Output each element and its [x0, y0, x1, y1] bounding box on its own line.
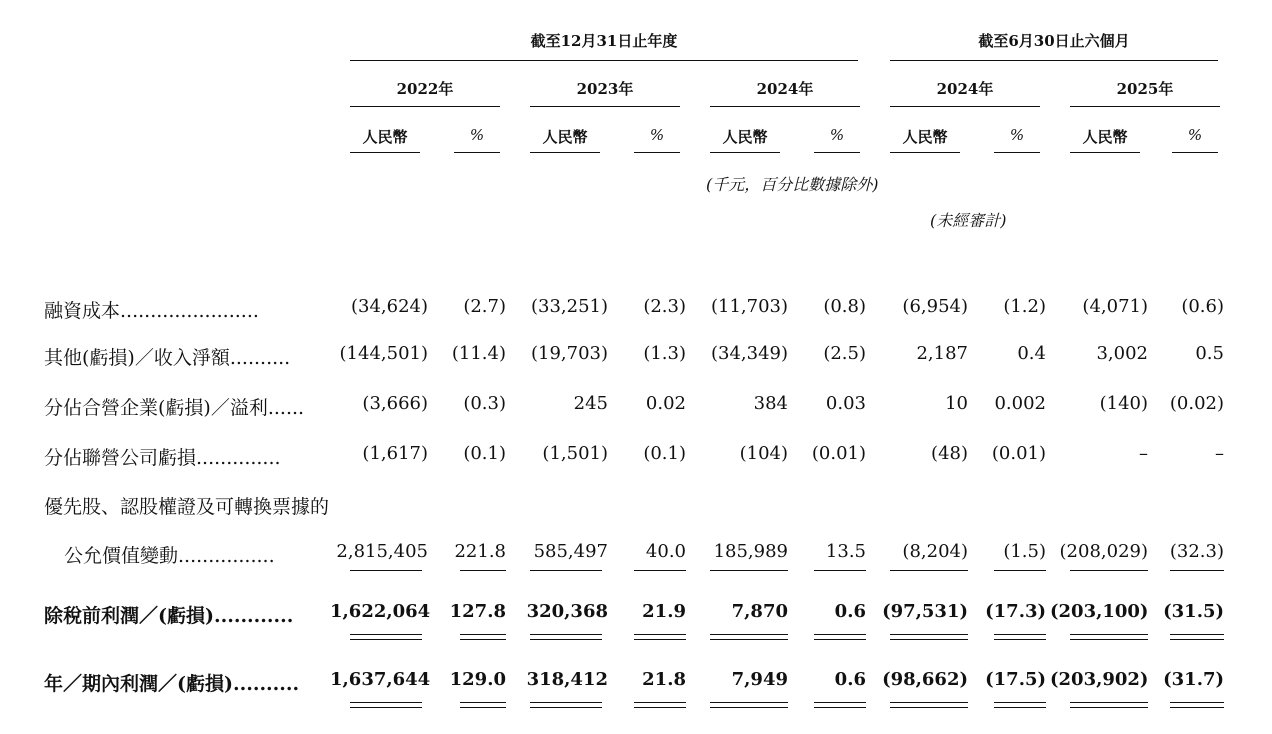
cell-value: (1.5)	[1003, 541, 1046, 562]
row-label-jv-share: 分佔合營企業(虧損)／溢利......	[44, 397, 305, 419]
currency-label: 人民幣	[362, 128, 408, 146]
currency-label: 人民幣	[542, 128, 588, 146]
pct-label: %	[1187, 126, 1203, 144]
cell-value: (104)	[739, 443, 788, 464]
cell-value: (140)	[1099, 393, 1148, 414]
year-2025-h1: 2025年	[1116, 80, 1174, 98]
row-label-profit-before-tax: 除稅前利潤／(虧損)............	[44, 605, 294, 627]
cell-value: (2.5)	[823, 343, 866, 364]
pct-label: %	[649, 126, 665, 144]
total-double-rule	[634, 702, 686, 708]
total-double-rule	[350, 702, 422, 708]
cell-value: 585,497	[533, 541, 608, 562]
year-rule	[710, 106, 860, 107]
cell-value: 1,622,064	[330, 601, 431, 622]
sub-rule	[350, 152, 420, 153]
cell-value: –	[1139, 443, 1148, 464]
cell-value: (11,703)	[710, 296, 788, 317]
cell-value: 185,989	[713, 541, 788, 562]
cell-value: (31.7)	[1163, 669, 1224, 690]
sub-rule	[1172, 152, 1218, 153]
cell-value: (0.02)	[1169, 393, 1224, 414]
year-rule	[350, 106, 500, 107]
cell-value: 40.0	[645, 541, 686, 562]
currency-label: 人民幣	[1082, 128, 1128, 146]
total-double-rule	[1070, 702, 1148, 708]
row-label-other-net: 其他(虧損)／收入淨額..........	[44, 347, 291, 369]
cell-value: 7,949	[731, 669, 788, 690]
header-rule-year-end	[350, 60, 858, 61]
subtotal-rule	[814, 570, 866, 571]
cell-value: (203,902)	[1050, 669, 1149, 690]
total-double-rule	[1170, 634, 1224, 640]
unit-note: (千元，百分比數據除外)	[706, 175, 879, 194]
subtotal-rule	[460, 570, 506, 571]
total-double-rule	[1070, 634, 1148, 640]
total-double-rule	[350, 634, 422, 640]
total-double-rule	[814, 702, 866, 708]
cell-value: 127.8	[449, 601, 506, 622]
cell-value: (11.4)	[451, 343, 506, 364]
cell-value: (33,251)	[530, 296, 608, 317]
total-double-rule	[530, 702, 602, 708]
cell-value: (98,662)	[882, 669, 968, 690]
subtotal-rule	[350, 570, 422, 571]
cell-value: 318,412	[526, 669, 608, 690]
row-label-finance-costs: 融資成本.......................	[44, 300, 259, 322]
total-double-rule	[460, 702, 506, 708]
cell-value: 0.5	[1195, 343, 1224, 364]
year-2024: 2024年	[756, 80, 814, 98]
cell-value: (1,501)	[542, 443, 608, 464]
cell-value: (3,666)	[362, 393, 428, 414]
subtotal-rule	[530, 570, 602, 571]
sub-rule	[634, 152, 680, 153]
sub-rule	[814, 152, 860, 153]
unaudited-note: (未經審計)	[930, 211, 1007, 230]
cell-value: (31.5)	[1163, 601, 1224, 622]
currency-label: 人民幣	[902, 128, 948, 146]
total-double-rule	[814, 634, 866, 640]
total-double-rule	[710, 634, 788, 640]
cell-value: (0.3)	[463, 393, 506, 414]
cell-value: 0.6	[834, 601, 866, 622]
cell-value: (208,029)	[1059, 541, 1148, 562]
cell-value: 245	[573, 393, 608, 414]
row-label-fair-value-line2: 公允價值變動................	[64, 545, 275, 567]
subtotal-rule	[1170, 570, 1224, 571]
year-rule	[1070, 106, 1220, 107]
cell-value: (8,204)	[902, 541, 968, 562]
total-double-rule	[994, 702, 1046, 708]
cell-value: (203,100)	[1050, 601, 1149, 622]
year-rule	[890, 106, 1040, 107]
cell-value: 7,870	[731, 601, 788, 622]
pct-label: %	[1009, 126, 1025, 144]
cell-value: 0.002	[994, 393, 1046, 414]
year-rule	[530, 106, 680, 107]
cell-value: (0.6)	[1181, 296, 1224, 317]
row-label-associate-share: 分佔聯營公司虧損..............	[44, 447, 281, 469]
subtotal-rule	[634, 570, 686, 571]
cell-value: (0.8)	[823, 296, 866, 317]
cell-value: (144,501)	[339, 343, 428, 364]
cell-value: (4,071)	[1082, 296, 1148, 317]
cell-value: 10	[945, 393, 968, 414]
subtotal-rule	[710, 570, 788, 571]
cell-value: (17.3)	[985, 601, 1046, 622]
cell-value: 1,637,644	[330, 669, 431, 690]
total-double-rule	[634, 634, 686, 640]
cell-value: (6,954)	[902, 296, 968, 317]
cell-value: (1.2)	[1003, 296, 1046, 317]
cell-value: 221.8	[454, 541, 506, 562]
cell-value: 0.03	[825, 393, 866, 414]
cell-value: 13.5	[825, 541, 866, 562]
cell-value: (48)	[931, 443, 968, 464]
subtotal-rule	[1070, 570, 1148, 571]
cell-value: 320,368	[526, 601, 608, 622]
cell-value: 21.8	[642, 669, 686, 690]
total-double-rule	[710, 702, 788, 708]
cell-value: 21.9	[642, 601, 686, 622]
cell-value: (2.3)	[643, 296, 686, 317]
cell-value: 0.02	[645, 393, 686, 414]
cell-value: (2.7)	[463, 296, 506, 317]
sub-rule	[890, 152, 960, 153]
cell-value: (32.3)	[1169, 541, 1224, 562]
cell-value: 2,187	[916, 343, 968, 364]
sub-rule	[710, 152, 780, 153]
cell-value: (97,531)	[882, 601, 968, 622]
subtotal-rule	[994, 570, 1046, 571]
year-2022: 2022年	[396, 80, 454, 98]
cell-value: (34,624)	[350, 296, 428, 317]
cell-value: (0.1)	[463, 443, 506, 464]
sub-rule	[530, 152, 600, 153]
year-2024-h1: 2024年	[936, 80, 994, 98]
year-2023: 2023年	[576, 80, 634, 98]
row-label-fair-value-line1: 優先股、認股權證及可轉換票據的	[44, 496, 330, 518]
total-double-rule	[1170, 702, 1224, 708]
sub-rule	[454, 152, 500, 153]
subtotal-rule	[890, 570, 968, 571]
cell-value: 384	[753, 393, 788, 414]
total-double-rule	[530, 634, 602, 640]
sub-rule	[994, 152, 1040, 153]
cell-value: (1,617)	[362, 443, 428, 464]
header-six-months: 截至6月30日止六個月	[978, 32, 1130, 50]
pct-label: %	[469, 126, 485, 144]
cell-value: (0.1)	[643, 443, 686, 464]
total-double-rule	[994, 634, 1046, 640]
cell-value: 3,002	[1096, 343, 1148, 364]
cell-value: (34,349)	[710, 343, 788, 364]
cell-value: (0.01)	[991, 443, 1046, 464]
cell-value: 2,815,405	[336, 541, 428, 562]
total-double-rule	[890, 702, 968, 708]
cell-value: –	[1215, 443, 1224, 464]
currency-label: 人民幣	[722, 128, 768, 146]
cell-value: (17.5)	[985, 669, 1046, 690]
header-year-end: 截至12月31日止年度	[530, 32, 678, 50]
pct-label: %	[829, 126, 845, 144]
cell-value: 0.6	[834, 669, 866, 690]
cell-value: 129.0	[449, 669, 506, 690]
header-rule-six-months	[890, 60, 1218, 61]
row-label-profit-for-period: 年／期內利潤／(虧損)..........	[44, 673, 300, 695]
cell-value: (19,703)	[530, 343, 608, 364]
total-double-rule	[890, 634, 968, 640]
cell-value: (0.01)	[811, 443, 866, 464]
cell-value: 0.4	[1017, 343, 1046, 364]
cell-value: (1.3)	[643, 343, 686, 364]
total-double-rule	[460, 634, 506, 640]
sub-rule	[1070, 152, 1140, 153]
